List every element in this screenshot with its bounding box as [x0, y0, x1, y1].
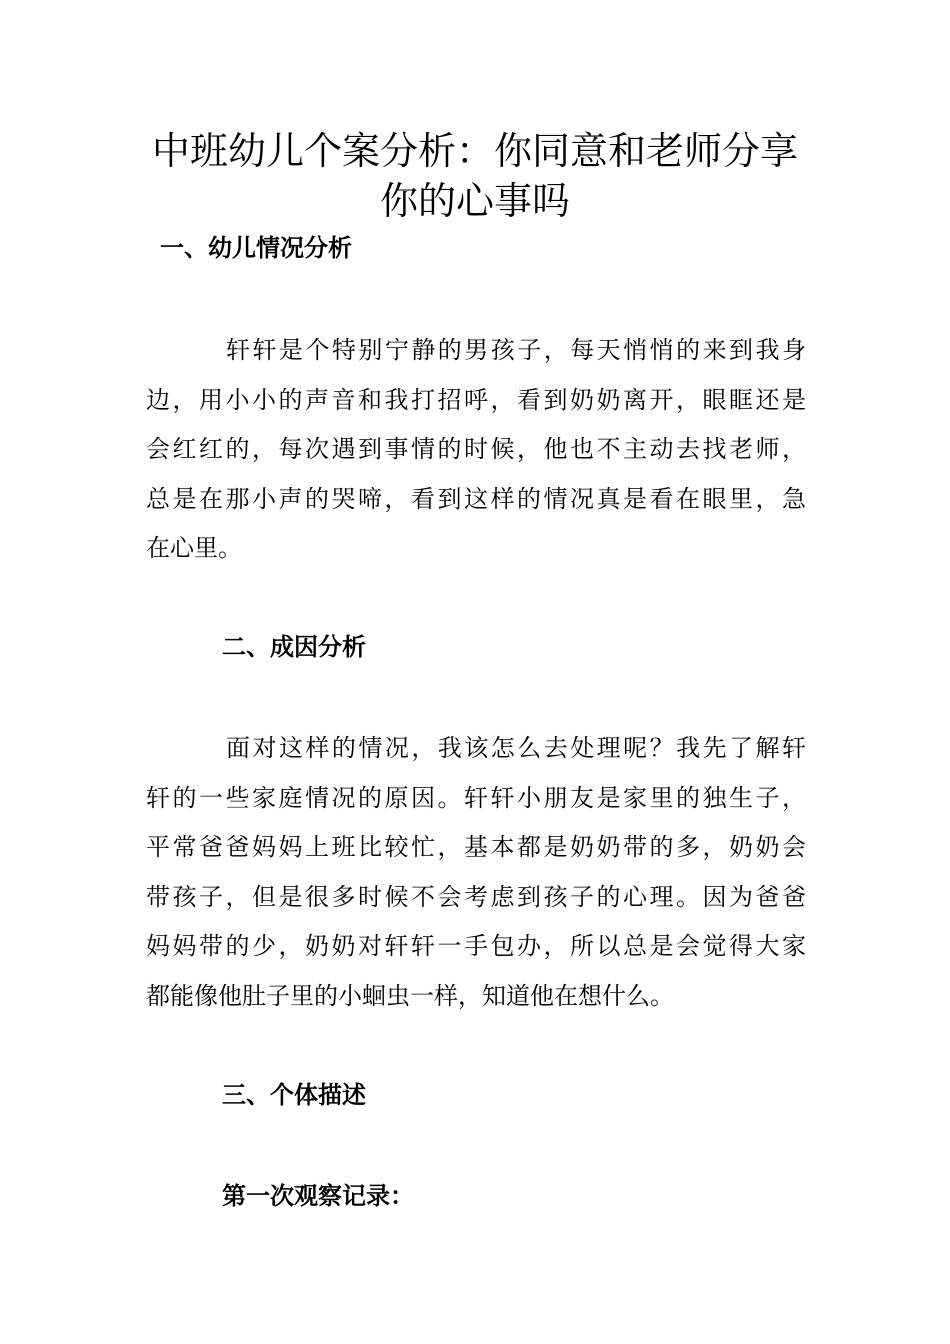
section-3-heading: 三、个体描述 — [222, 1080, 366, 1109]
document-title-line-2: 你的心事吗 — [379, 179, 570, 223]
paragraph-line: 轩的一些家庭情况的原因。轩轩小朋友是家里的独生子， — [146, 783, 806, 812]
paragraph-line: 都能像他肚子里的小蛔虫一样，知道他在想什么。 — [146, 981, 674, 1010]
section-2-paragraph — [146, 724, 806, 1021]
paragraph-line: 面对这样的情况，我该怎么去处理呢？我先了解轩 — [226, 734, 806, 762]
paragraph-line: 平常爸爸妈妈上班比较忙，基本都是奶奶带的多，奶奶会 — [146, 833, 806, 861]
paragraph-line: 在心里。 — [146, 534, 242, 562]
section-1-paragraph — [146, 326, 806, 574]
section-2-heading: 二、成因分析 — [222, 632, 366, 661]
paragraph-line: 妈妈带的少，奶奶对轩轩一手包办，所以总是会觉得大家 — [146, 932, 806, 960]
paragraph-line: 会红红的，每次遇到事情的时候，他也不主动去找老师， — [146, 435, 806, 463]
observation-record-heading: 第一次观察记录： — [222, 1181, 414, 1210]
paragraph-line: 轩轩是个特别宁静的男孩子，每天悄悄的来到我身 — [226, 336, 806, 364]
paragraph-line: 边，用小小的声音和我打招呼，看到奶奶离开，眼眶还是 — [146, 385, 806, 414]
paragraph-line: 带孩子，但是很多时候不会考虑到孩子的心理。因为爸爸 — [146, 882, 806, 911]
section-1-heading: 一、幼儿情况分析 — [160, 233, 352, 262]
document-title-line-1: 中班幼儿个案分析：你同意和老师分享 — [151, 129, 798, 173]
paragraph-line: 总是在那小声的哭啼，看到这样的情况真是看在眼里，急 — [146, 484, 806, 513]
